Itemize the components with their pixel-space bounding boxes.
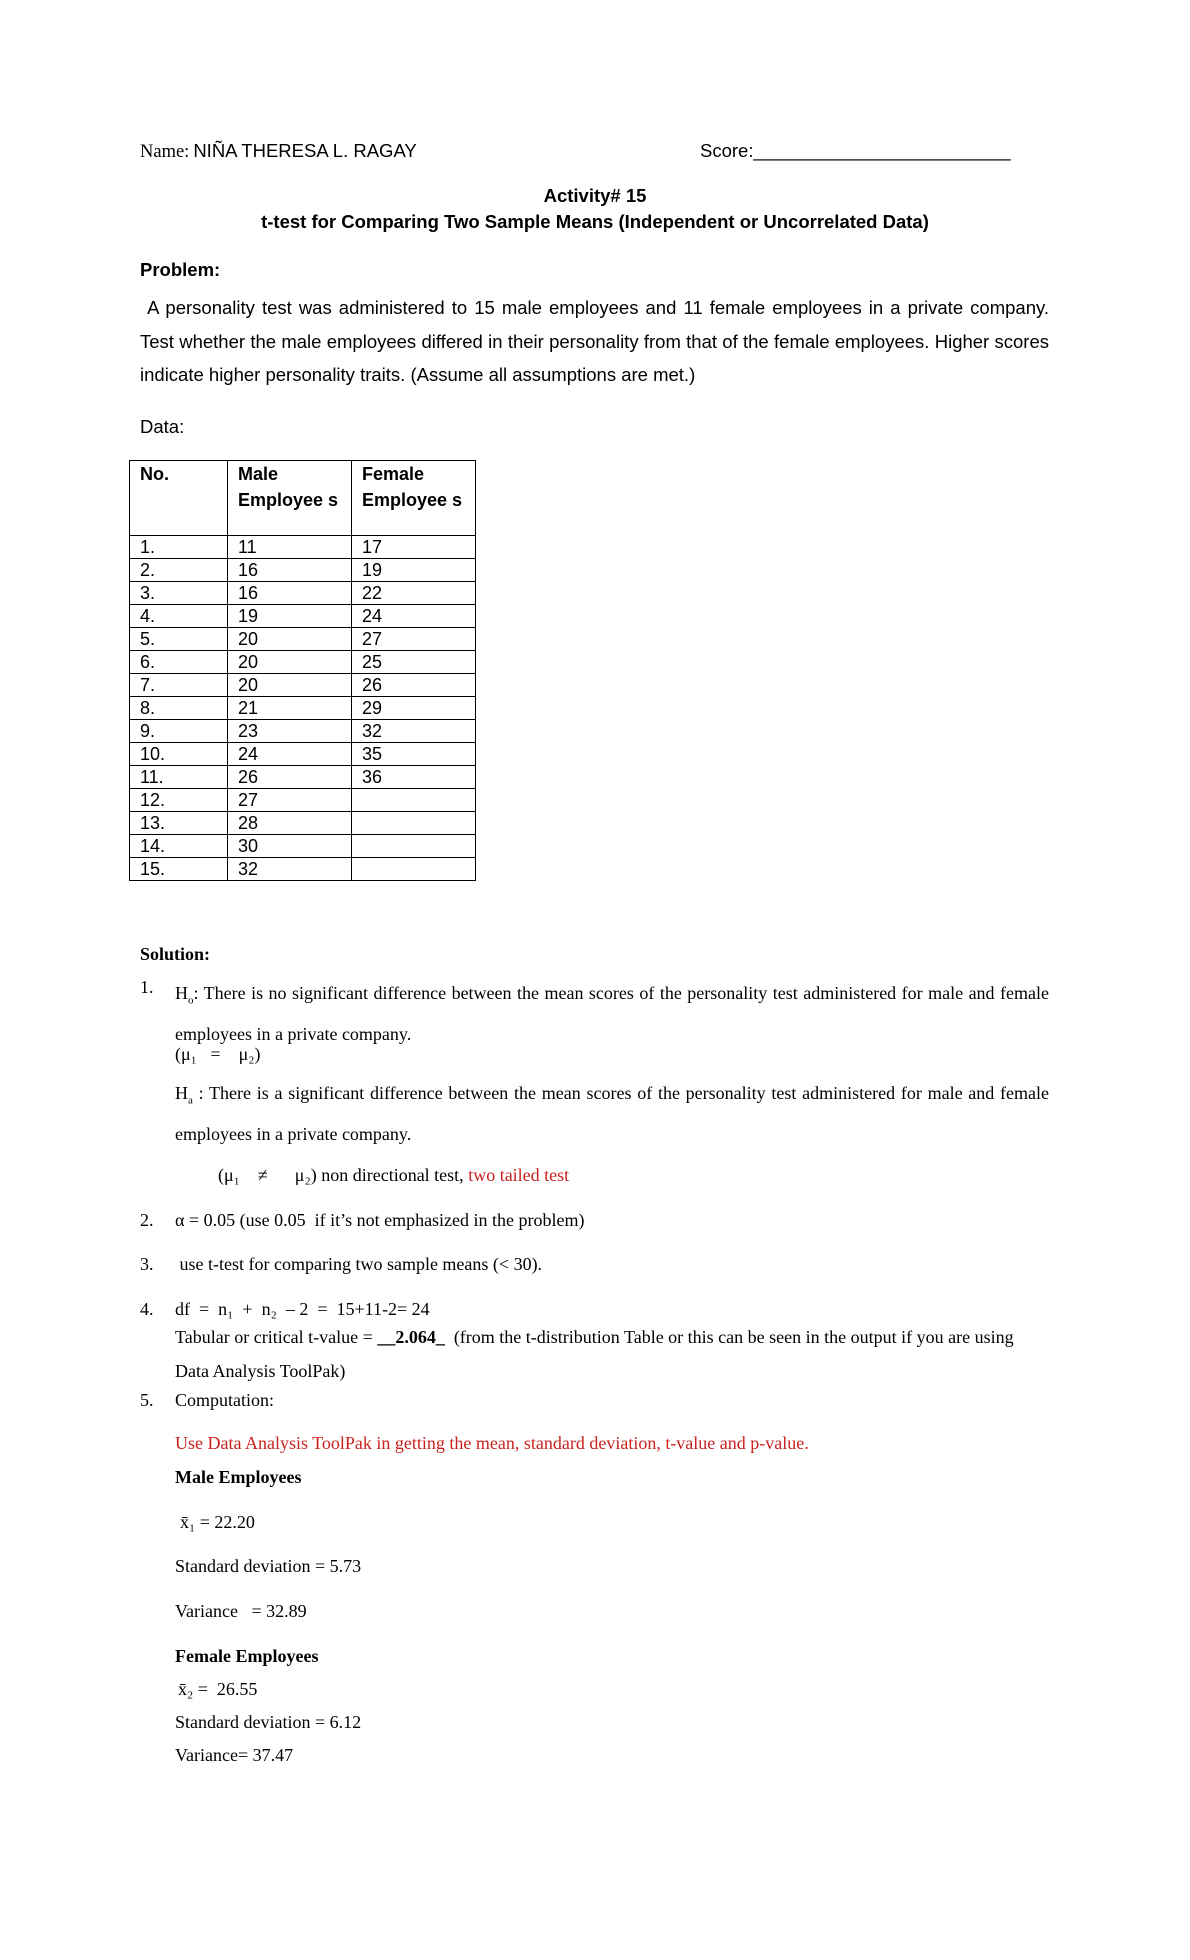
data-label: Data: <box>140 416 185 437</box>
cell-no: 9. <box>130 720 228 743</box>
cell-female <box>352 858 476 881</box>
ha-equation <box>209 1144 569 1186</box>
table-row <box>130 766 476 789</box>
cell-female: 17 <box>352 536 476 559</box>
ha-eq-red: two tailed test <box>468 1165 570 1185</box>
cell-male: 11 <box>228 536 352 559</box>
name-line <box>140 140 417 163</box>
cell-male: 28 <box>228 812 352 835</box>
step5-note: Use Data Analysis ToolPak in getting the mean, standard deviation, t-value and p-value. <box>175 1433 809 1453</box>
activity-title: Activity# 15 <box>543 185 647 206</box>
ha-label: H <box>175 1083 188 1103</box>
male-heading: Male Employees <box>175 1467 302 1487</box>
table-row <box>130 835 476 858</box>
ho-sub: o <box>188 994 194 1007</box>
cell-male: 21 <box>228 697 352 720</box>
data-table <box>129 460 476 881</box>
ha-eq-text: (μ₁ ≠ μ₂) non directional test, <box>218 1165 469 1185</box>
cell-male: 19 <box>228 605 352 628</box>
cell-female <box>352 789 476 812</box>
cell-female: 36 <box>352 766 476 789</box>
ho-equation: (μ₁ = μ₂) <box>175 1044 261 1064</box>
cell-female: 22 <box>352 582 476 605</box>
cell-female: 35 <box>352 743 476 766</box>
step4-num: 4. <box>140 1299 154 1319</box>
step4-df: df = n₁ + n₂ – 2 = 15+11-2= 24 <box>175 1299 430 1319</box>
table-row <box>130 858 476 881</box>
table-header-row <box>130 461 476 536</box>
problem-text: A personality test was administered to 15 male employees and 11 female employees in a private company. Test whether the male employees differed in their personality from that of the female employees. Higher scores indicate higher personality traits. (Assume all assumptions are met.) <box>140 297 1055 385</box>
step5-num: 5. <box>140 1390 154 1410</box>
score-field: Score:_________________________ <box>700 140 1011 161</box>
name-label: Name: <box>140 142 190 162</box>
cell-no: 4. <box>130 605 228 628</box>
table-row <box>130 720 476 743</box>
tab-value: __2.064_ <box>377 1327 445 1347</box>
ho-label: H <box>175 983 188 1003</box>
step4-tabular <box>175 1321 1049 1388</box>
table-body <box>130 536 476 881</box>
tab-suffix: (from the t-distribution Table or this can be seen in the output if you are using Data Analysis ToolPak) <box>175 1327 1019 1381</box>
cell-no: 3. <box>130 582 228 605</box>
cell-no: 1. <box>130 536 228 559</box>
cell-male: 32 <box>228 858 352 881</box>
table-row <box>130 789 476 812</box>
female-heading: Female Employees <box>175 1646 319 1666</box>
name-value: NIÑA THERESA L. RAGAY <box>193 140 417 161</box>
cell-no: 15. <box>130 858 228 881</box>
step3-text: use t-test for comparing two sample means (< 30). <box>175 1254 543 1274</box>
cell-no: 12. <box>130 789 228 812</box>
ha-sub: a <box>188 1094 193 1107</box>
cell-male: 24 <box>228 743 352 766</box>
cell-female <box>352 835 476 858</box>
male-mean: x̄₁ = 22.20 <box>180 1512 255 1532</box>
cell-female: 32 <box>352 720 476 743</box>
cell-no: 2. <box>130 559 228 582</box>
step1-ha <box>175 1077 1049 1152</box>
table-row <box>130 536 476 559</box>
cell-female: 29 <box>352 697 476 720</box>
cell-no: 6. <box>130 651 228 674</box>
male-sd: Standard deviation = 5.73 <box>175 1556 362 1576</box>
female-variance: Variance= 37.47 <box>175 1745 294 1765</box>
step5-label: Computation: <box>175 1390 274 1410</box>
solution-heading: Solution: <box>140 944 211 964</box>
cell-no: 8. <box>130 697 228 720</box>
tab-prefix: Tabular or critical t-value = <box>175 1327 378 1347</box>
cell-no: 5. <box>130 628 228 651</box>
table-row <box>130 605 476 628</box>
table-row <box>130 582 476 605</box>
header-female: Female Employee s <box>352 461 476 536</box>
table-row <box>130 812 476 835</box>
cell-male: 20 <box>228 628 352 651</box>
cell-female: 25 <box>352 651 476 674</box>
problem-heading: Problem: <box>140 259 221 280</box>
cell-male: 16 <box>228 582 352 605</box>
cell-male: 16 <box>228 559 352 582</box>
activity-subtitle: t-test for Comparing Two Sample Means (Independent or Uncorrelated Data) <box>261 211 929 232</box>
cell-male: 27 <box>228 789 352 812</box>
female-sd: Standard deviation = 6.12 <box>175 1712 362 1732</box>
table-row <box>130 674 476 697</box>
step2-text: α = 0.05 (use 0.05 if it’s not emphasized in the problem) <box>175 1210 585 1230</box>
table-row <box>130 651 476 674</box>
cell-female: 19 <box>352 559 476 582</box>
cell-male: 30 <box>228 835 352 858</box>
table-row <box>130 697 476 720</box>
cell-male: 26 <box>228 766 352 789</box>
step1-num: 1. <box>140 977 154 997</box>
step2-num: 2. <box>140 1210 154 1230</box>
step3-num: 3. <box>140 1254 154 1274</box>
step1-ho <box>175 977 1049 1052</box>
cell-no: 10. <box>130 743 228 766</box>
cell-no: 13. <box>130 812 228 835</box>
cell-male: 20 <box>228 651 352 674</box>
female-mean: x̄₂ = 26.55 <box>178 1679 258 1699</box>
ho-text: : There is no significant difference between the mean scores of the personality test administered for male and female employees in a private company. <box>175 983 1049 1045</box>
table-row <box>130 559 476 582</box>
table-row <box>130 628 476 651</box>
cell-female: 24 <box>352 605 476 628</box>
cell-no: 11. <box>130 766 228 789</box>
cell-female <box>352 812 476 835</box>
header-male: Male Employee s <box>228 461 352 536</box>
header-no: No. <box>130 461 228 536</box>
cell-male: 23 <box>228 720 352 743</box>
cell-male: 20 <box>228 674 352 697</box>
table-row <box>130 743 476 766</box>
ha-text: : There is a significant difference between the mean scores of the personality test administered for male and female employees in a private company. <box>175 1083 1049 1145</box>
cell-no: 14. <box>130 835 228 858</box>
cell-female: 26 <box>352 674 476 697</box>
male-variance: Variance = 32.89 <box>175 1601 307 1621</box>
cell-female: 27 <box>352 628 476 651</box>
cell-no: 7. <box>130 674 228 697</box>
